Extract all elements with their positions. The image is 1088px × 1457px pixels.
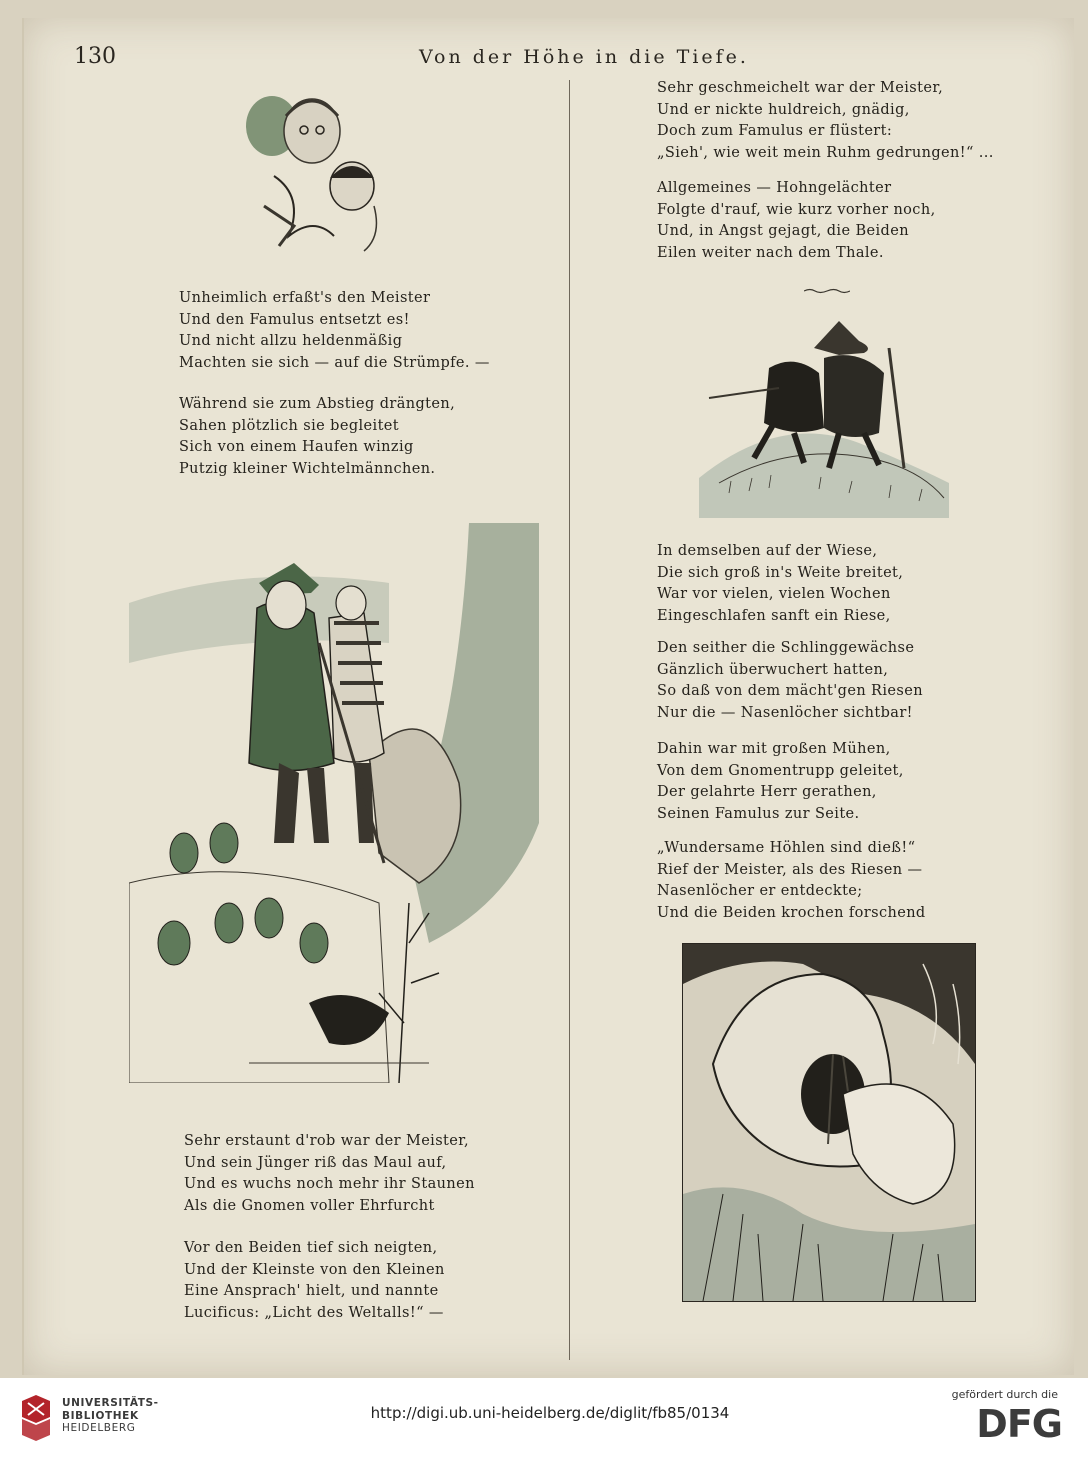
verse-line: In demselben auf der Wiese, xyxy=(657,543,878,559)
right-stanza-6 xyxy=(657,838,926,924)
column-divider xyxy=(569,80,570,1360)
verse-line: Und den Famulus entsetzt es! xyxy=(179,311,410,328)
verse-line: „Wundersame Höhlen sind dieß!“ xyxy=(657,840,916,856)
verse-line: Rief der Meister, als des Riesen — xyxy=(657,861,923,878)
verse-line: Allgemeines — Hohngelächter xyxy=(657,180,892,196)
verse-line: So daß von dem mächt'gen Riesen xyxy=(657,683,923,700)
right-stanza-4 xyxy=(657,638,923,724)
verse-line: Vor den Beiden tief sich neigten, xyxy=(184,1240,438,1256)
footer-bar xyxy=(0,1378,1088,1457)
verse-line: Und, in Angst gejagt, die Beiden xyxy=(657,223,909,240)
verse-line: Sehr erstaunt d'rob war der Meister, xyxy=(184,1133,470,1149)
verse-line: Unheimlich erfaßt's den Meister xyxy=(179,290,431,306)
verse-line: Dahin war mit großen Mühen, xyxy=(657,741,891,757)
verse-line: Von dem Gnomentrupp geleitet, xyxy=(657,762,904,779)
library-name xyxy=(62,1397,159,1435)
verse-line: Lucificus: „Licht des Weltalls!“ — xyxy=(184,1304,444,1321)
page-number: 130 xyxy=(74,44,116,69)
left-stanza-4 xyxy=(184,1238,445,1324)
page-title: Von der Höhe in die Tiefe. xyxy=(419,46,749,68)
left-stanza-3 xyxy=(184,1131,475,1217)
verse-line: Und sein Jünger riß das Maul auf, xyxy=(184,1154,447,1171)
verse-line: Doch zum Famulus er flüstert: xyxy=(657,123,893,140)
illustration-fleeing xyxy=(699,293,949,518)
right-stanza-2 xyxy=(657,178,936,264)
right-stanza-1 xyxy=(657,78,994,164)
verse-line: Eine Ansprach' hielt, und nannte xyxy=(184,1283,439,1300)
document-page xyxy=(22,18,1074,1375)
verse-line: Und nicht allzu heldenmäßig xyxy=(179,333,403,350)
left-stanza-2 xyxy=(179,394,455,480)
verse-line: Seinen Famulus zur Seite. xyxy=(657,805,860,822)
verse-line: Die sich groß in's Weite breitet, xyxy=(657,564,904,581)
library-name-line-1: UNIVERSITÄTS- xyxy=(62,1397,159,1409)
right-stanza-5 xyxy=(657,739,904,825)
verse-line: Sehr geschmeichelt war der Meister, xyxy=(657,80,944,96)
verse-line: Sich von einem Haufen winzig xyxy=(179,439,414,456)
left-stanza-1 xyxy=(179,288,490,374)
verse-line: Gänzlich überwuchert hatten, xyxy=(657,661,889,678)
verse-line: „Sieh', wie weit mein Ruhm gedrungen!“ ... xyxy=(657,144,994,161)
funded-by-text: gefördert durch die xyxy=(951,1388,1058,1401)
verse-line: Eilen weiter nach dem Thale. xyxy=(657,244,884,261)
verse-line: Folgte d'rauf, wie kurz vorher noch, xyxy=(657,201,936,218)
verse-line: Und es wuchs noch mehr ihr Staunen xyxy=(184,1176,475,1193)
verse-line: Der gelahrte Herr gerathen, xyxy=(657,784,877,801)
verse-line: Den seither die Schlinggewächse xyxy=(657,640,915,656)
illustration-faces xyxy=(234,86,384,256)
permalink-url[interactable]: http://digi.ub.uni-heidelberg.de/diglit/fb85/0134 xyxy=(370,1404,730,1422)
verse-line: Machten sie sich — auf die Strümpfe. — xyxy=(179,354,490,371)
illustration-gnomes xyxy=(129,523,539,1083)
library-name-line-2: BIBLIOTHEK xyxy=(62,1409,139,1422)
ub-heidelberg-logo-icon xyxy=(18,1393,54,1441)
verse-line: Eingeschlafen sanft ein Riese, xyxy=(657,607,891,624)
verse-line: War vor vielen, vielen Wochen xyxy=(657,586,891,603)
verse-line: Putzig kleiner Wichtelmännchen. xyxy=(179,460,436,477)
illustration-giant-nose xyxy=(682,943,976,1302)
verse-line: Nasenlöcher er entdeckte; xyxy=(657,883,863,900)
verse-line: Als die Gnomen voller Ehrfurcht xyxy=(184,1197,435,1214)
verse-line: Und er nickte huldreich, gnädig, xyxy=(657,101,910,118)
verse-line: Und die Beiden krochen forschend xyxy=(657,904,926,921)
library-name-line-3: HEIDELBERG xyxy=(62,1422,136,1434)
dfg-logo: DFG xyxy=(976,1402,1062,1446)
verse-line: Nur die — Nasenlöcher sichtbar! xyxy=(657,704,913,721)
verse-line: Sahen plötzlich sie begleitet xyxy=(179,417,400,434)
verse-line: Während sie zum Abstieg drängten, xyxy=(179,396,456,412)
right-stanza-3 xyxy=(657,541,903,627)
verse-line: Und der Kleinste von den Kleinen xyxy=(184,1261,445,1278)
